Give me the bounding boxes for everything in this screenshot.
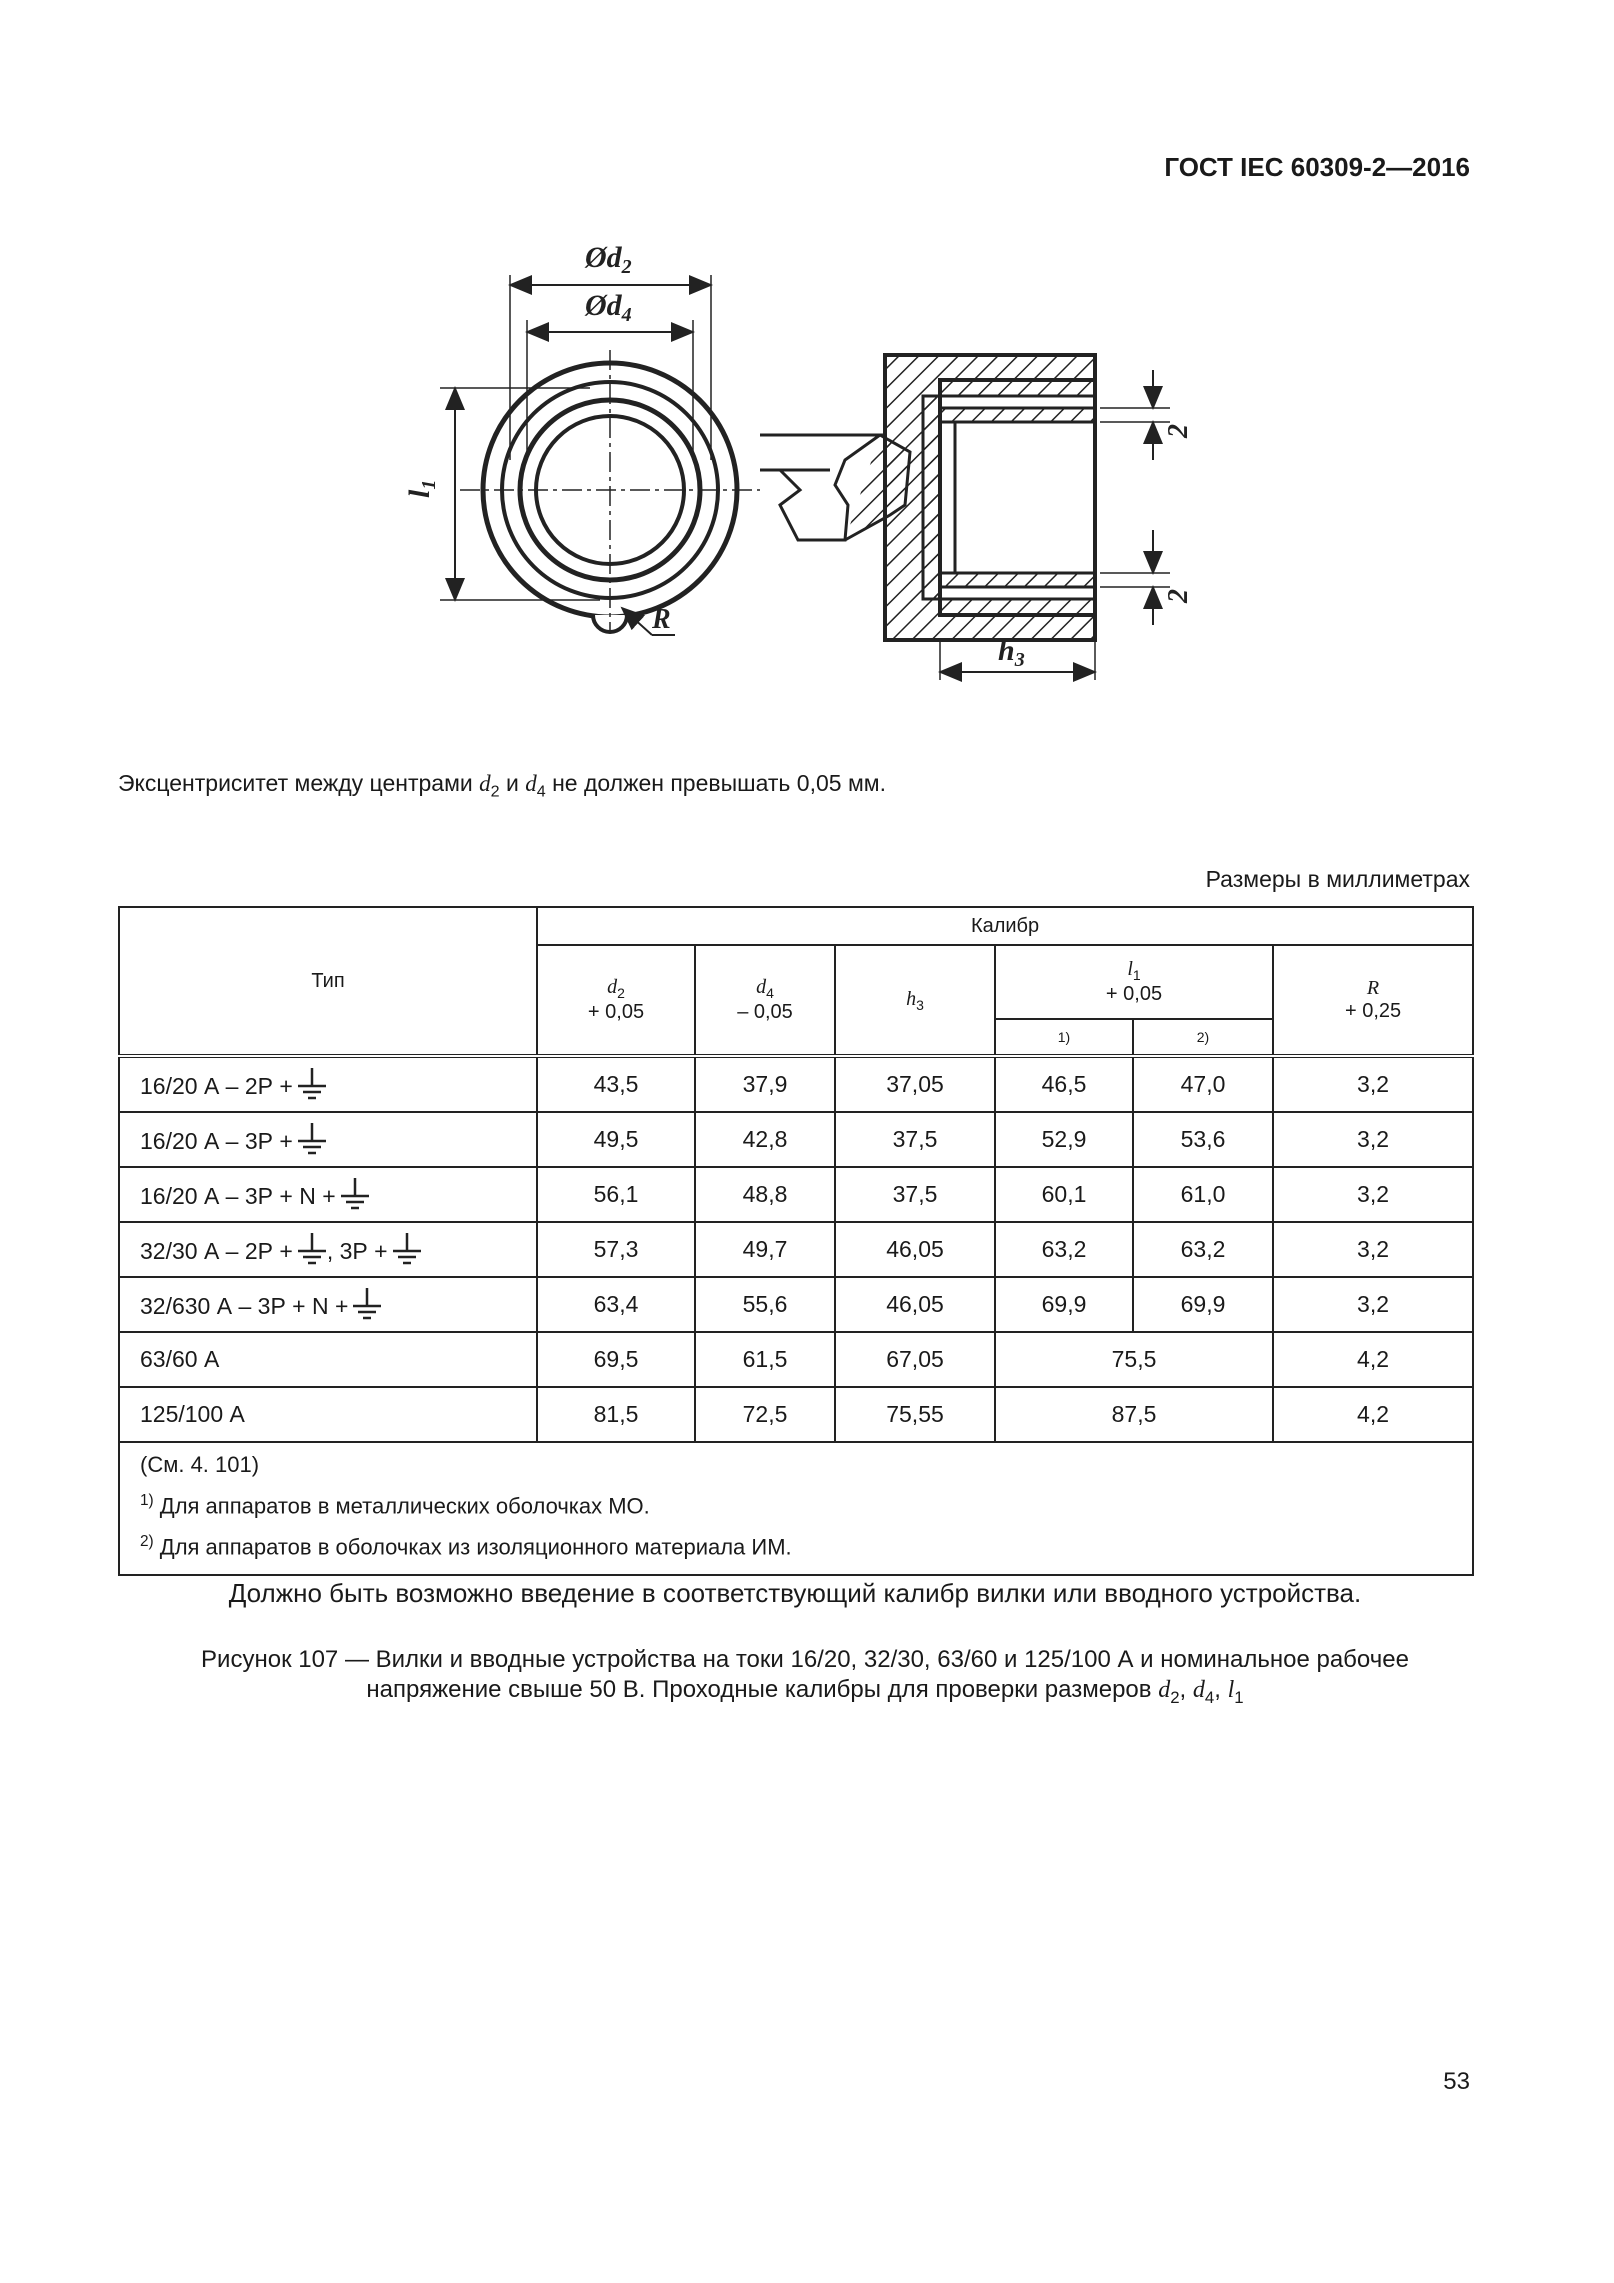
col-l1-note1: 1) (995, 1019, 1133, 1056)
figure-caption: Рисунок 107 — Вилки и вводные устройства на токи 16/20, 32/30, 63/60 и 125/100 А и номинальное рабочее напряжение свыше 50 В. Проходные калибры для проверки размеров $d_2$, $d_4$, $l_1$ (201, 1646, 1409, 1707)
document-header: ГОСТ IEC 60309-2—2016 (1164, 152, 1470, 182)
gap-bottom-label: 2 (1163, 589, 1194, 603)
table-row: 16/20 А – 3Р + 49,5 42,8 37,5 52,9 53,6 3,2 (119, 1112, 1473, 1167)
ground-icon (297, 1123, 327, 1157)
ground-icon (352, 1288, 382, 1322)
units-note: Размеры в миллиметрах (1205, 866, 1470, 892)
h3-label: $h_3$ (998, 634, 1025, 671)
d2-label: $Ød_2$ (585, 241, 632, 278)
r-label: R (652, 604, 671, 635)
col-l1-header: $l_1$ + 0,05 (995, 945, 1273, 1019)
dimensions-table (118, 906, 1474, 1576)
col-r-header: R + 0,25 (1273, 945, 1473, 1056)
table-row: 32/630 А – 3Р + N + 63,4 55,6 46,05 69,9 69,9 3,2 (119, 1277, 1473, 1332)
ground-icon (340, 1178, 370, 1212)
note-2: $^{2)}$ Для аппаратов в оболочках из изоляционного материала ИМ. (140, 1533, 792, 1560)
ground-icon (297, 1068, 327, 1102)
table-row: 16/20 А – 3Р + N + 56,1 48,8 37,5 60,1 61,0 3,2 (119, 1167, 1473, 1222)
table-row: 32/30 А – 2Р + , 3Р + 57,3 49,7 46,05 63,2 63,2 3,2 (119, 1222, 1473, 1277)
col-h3-header: $h_3$ (835, 945, 995, 1056)
col-d4-header: $d_4$ – 0,05 (695, 945, 835, 1056)
gauge-drawing (400, 240, 1470, 700)
d4-label: $Ød_4$ (585, 289, 632, 326)
gauge-header: Калибр (537, 907, 1473, 945)
col-l1-note2: 2) (1133, 1019, 1273, 1056)
eccentricity-note: Эксцентриситет между центрами $d_2$ и $d_4$ не должен превышать 0,05 мм. (118, 770, 886, 801)
insertion-note: Должно быть возможно введение в соответствующий калибр вилки или вводного устройства. (228, 1578, 1362, 1608)
note-see: (См. 4. 101) (140, 1452, 260, 1477)
table-row: 125/100 А 81,5 72,5 75,55 87,5 4,2 (119, 1387, 1473, 1442)
col-type-header: Тип (119, 907, 537, 1056)
page-number: 53 (1443, 2068, 1470, 2095)
section-view (760, 355, 1170, 680)
col-d2-header: $d_2$ + 0,05 (537, 945, 695, 1056)
table-notes (119, 1442, 1473, 1575)
ground-icon (297, 1233, 327, 1267)
note-1: $^{1)}$ Для аппаратов в металлических оболочках МО. (140, 1492, 650, 1519)
table-row: 16/20 А – 2Р + 43,5 37,9 37,05 46,5 47,0 3,2 (119, 1056, 1473, 1112)
table-row: 63/60 А 69,5 61,5 67,05 75,5 4,2 (119, 1332, 1473, 1387)
ground-icon (392, 1233, 422, 1267)
l1-label: $l_1$ (403, 479, 440, 498)
front-view (440, 275, 760, 635)
gap-top-label: 2 (1163, 424, 1194, 438)
